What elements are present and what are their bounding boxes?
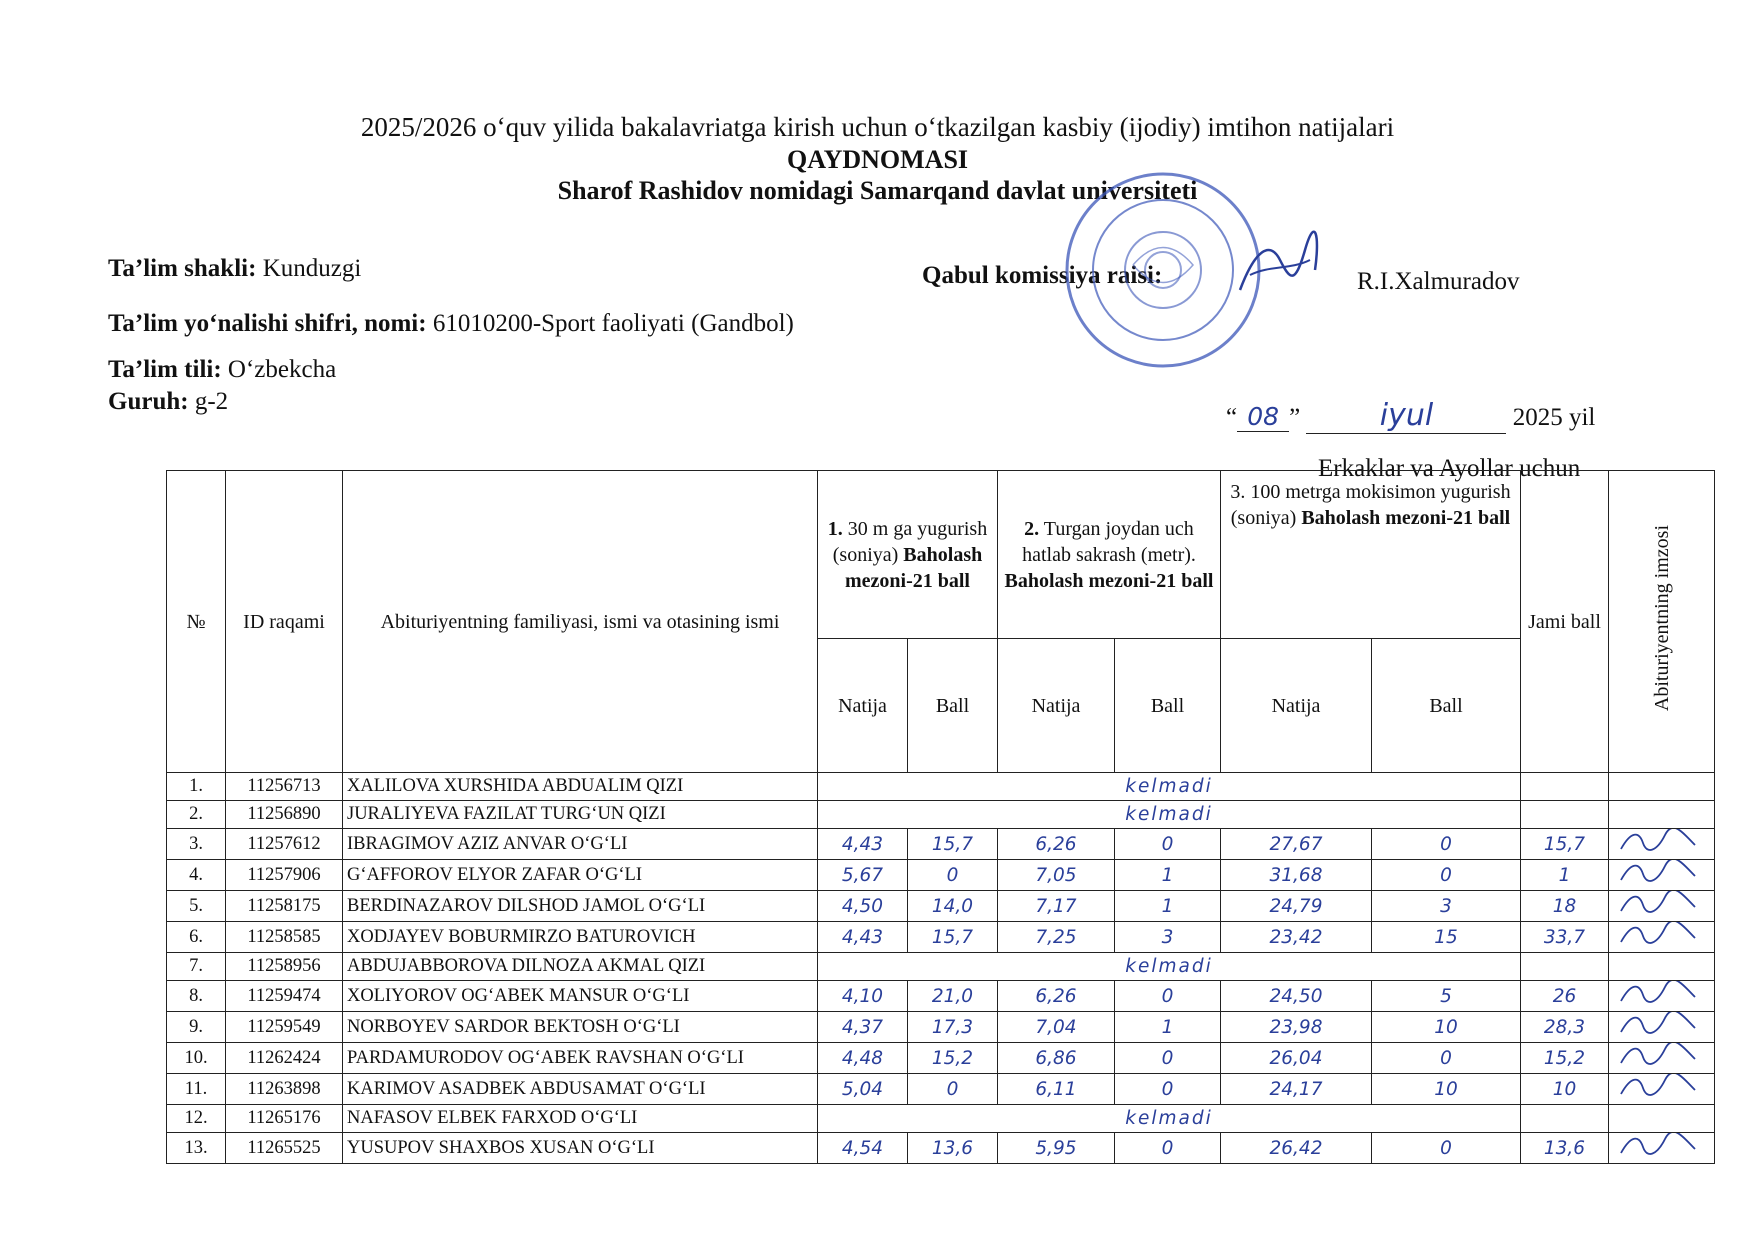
ball-30m: 15,7 <box>908 922 998 953</box>
table-row <box>167 1043 1715 1074</box>
applicant-id: 11265525 <box>226 1133 343 1164</box>
exam-results-table <box>166 470 1715 1164</box>
study-language-value: O‘zbekcha <box>227 356 337 383</box>
ball-shuttle-run: 0 <box>1372 1043 1521 1074</box>
ball-shuttle-run: 10 <box>1372 1074 1521 1105</box>
result-30m: 5,04 <box>818 1074 908 1105</box>
result-shuttle-run: 26,04 <box>1221 1043 1372 1074</box>
ball-30m: 15,2 <box>908 1043 998 1074</box>
study-direction-label: Ta’lim yo‘nalishi shifri, nomi: <box>108 310 427 337</box>
applicant-id: 11265176 <box>226 1105 343 1133</box>
test2-criteria: Baholash mezoni-21 ball <box>1004 569 1214 592</box>
applicant-name: ABDUJABBOROVA DILNOZA AKMAL QIZI <box>343 953 818 981</box>
result-shuttle-run: 23,42 <box>1221 922 1372 953</box>
total-score: 26 <box>1521 981 1609 1012</box>
ball-30m: 15,7 <box>908 829 998 860</box>
applicant-signature <box>1609 1012 1715 1043</box>
study-language <box>108 356 336 384</box>
applicant-name: IBRAGIMOV AZIZ ANVAR O‘G‘LI <box>343 829 818 860</box>
date-open-quote: “ <box>1226 404 1238 431</box>
applicant-id: 11258585 <box>226 922 343 953</box>
test3-criteria: Baholash mezoni-21 ball <box>1301 507 1511 529</box>
row-number: 12. <box>167 1105 226 1133</box>
ball-30m: 13,6 <box>908 1133 998 1164</box>
date-day: 08 <box>1237 402 1289 432</box>
total-score <box>1521 1105 1609 1133</box>
applicant-name: BERDINAZAROV DILSHOD JAMOL O‘G‘LI <box>343 891 818 922</box>
table-row <box>167 891 1715 922</box>
row-number: 8. <box>167 981 226 1012</box>
col-header-test-triple-jump <box>998 471 1221 639</box>
ball-triple-jump: 3 <box>1115 922 1221 953</box>
ball-triple-jump: 0 <box>1115 1074 1221 1105</box>
ball-triple-jump: 0 <box>1115 1043 1221 1074</box>
test1-number: 1. <box>827 517 843 540</box>
table-row <box>167 1012 1715 1043</box>
table-row <box>167 801 1715 829</box>
row-number: 3. <box>167 829 226 860</box>
ball-shuttle-run: 10 <box>1372 1012 1521 1043</box>
applicant-id: 11256713 <box>226 773 343 801</box>
test2-text: Turgan joydan uch hatlab sakrash (metr). <box>1022 517 1196 566</box>
date-close-quote: ” <box>1289 404 1301 431</box>
applicant-signature <box>1609 773 1715 801</box>
row-number: 11. <box>167 1074 226 1105</box>
col-header-name: Abituriyentning familiyasi, ismi va otasining ismi <box>343 471 818 773</box>
test2-number: 2. <box>1024 517 1040 540</box>
table-row <box>167 773 1715 801</box>
subheader-ball-2: Ball <box>1115 639 1221 773</box>
study-form-value: Kunduzgi <box>262 255 362 282</box>
document-title-line: 2025/2026 o‘quv yilida bakalavriatga kirish uchun o‘tkazilgan kasbiy (ijodiy) imtihon natijalari <box>360 112 1395 142</box>
row-number: 10. <box>167 1043 226 1074</box>
table-row <box>167 1133 1715 1164</box>
applicant-name: NORBOYEV SARDOR BEKTOSH O‘G‘LI <box>343 1012 818 1043</box>
applicant-id: 11259549 <box>226 1012 343 1043</box>
result-shuttle-run: 24,79 <box>1221 891 1372 922</box>
col-header-test-shuttle-run <box>1221 471 1521 639</box>
result-30m: 4,43 <box>818 829 908 860</box>
applicant-signature <box>1609 1074 1715 1105</box>
row-number: 13. <box>167 1133 226 1164</box>
table-row <box>167 829 1715 860</box>
subheader-ball-3: Ball <box>1372 639 1521 773</box>
applicant-id: 11258956 <box>226 953 343 981</box>
result-triple-jump: 7,17 <box>998 891 1115 922</box>
col-header-number: № <box>167 471 226 773</box>
applicant-signature <box>1609 1133 1715 1164</box>
total-score: 13,6 <box>1521 1133 1609 1164</box>
absent-note: kelmadi <box>818 953 1521 981</box>
result-shuttle-run: 24,50 <box>1221 981 1372 1012</box>
test1-criteria: Baholash mezoni-21 ball <box>845 543 983 592</box>
col-header-total: Jami ball <box>1521 471 1609 773</box>
ball-triple-jump: 0 <box>1115 981 1221 1012</box>
date-month: iyul <box>1306 398 1506 434</box>
total-score: 15,7 <box>1521 829 1609 860</box>
applicant-signature <box>1609 801 1715 829</box>
result-triple-jump: 7,04 <box>998 1012 1115 1043</box>
table-row <box>167 922 1715 953</box>
total-score: 15,2 <box>1521 1043 1609 1074</box>
ball-30m: 17,3 <box>908 1012 998 1043</box>
ball-triple-jump: 1 <box>1115 891 1221 922</box>
table-row <box>167 981 1715 1012</box>
applicant-id: 11256890 <box>226 801 343 829</box>
result-30m: 4,50 <box>818 891 908 922</box>
applicant-signature <box>1609 1105 1715 1133</box>
applicant-name: YUSUPOV SHAXBOS XUSAN O‘G‘LI <box>343 1133 818 1164</box>
applicant-signature <box>1609 981 1715 1012</box>
result-30m: 5,67 <box>818 860 908 891</box>
study-direction-value: 61010200-Sport faoliyati (Gandbol) <box>432 310 794 337</box>
applicant-name: G‘AFFOROV ELYOR ZAFAR O‘G‘LI <box>343 860 818 891</box>
result-triple-jump: 6,26 <box>998 829 1115 860</box>
absent-note: kelmadi <box>818 801 1521 829</box>
row-number: 2. <box>167 801 226 829</box>
ball-shuttle-run: 0 <box>1372 1133 1521 1164</box>
total-score: 33,7 <box>1521 922 1609 953</box>
applicant-id: 11263898 <box>226 1074 343 1105</box>
absent-note: kelmadi <box>818 1105 1521 1133</box>
ball-shuttle-run: 3 <box>1372 891 1521 922</box>
ball-30m: 0 <box>908 1074 998 1105</box>
applicant-name: XOLIYOROV OG‘ABEK MANSUR O‘G‘LI <box>343 981 818 1012</box>
total-score <box>1521 953 1609 981</box>
applicant-signature <box>1609 922 1715 953</box>
applicant-name: PARDAMURODOV OG‘ABEK RAVSHAN O‘G‘LI <box>343 1043 818 1074</box>
ball-shuttle-run: 0 <box>1372 829 1521 860</box>
table-header-row <box>167 471 1715 639</box>
result-30m: 4,48 <box>818 1043 908 1074</box>
result-30m: 4,37 <box>818 1012 908 1043</box>
chair-signature <box>1235 230 1325 300</box>
subheader-result-3: Natija <box>1221 639 1372 773</box>
applicant-signature <box>1609 860 1715 891</box>
total-score <box>1521 801 1609 829</box>
ball-30m: 0 <box>908 860 998 891</box>
col-header-test-30m <box>818 471 998 639</box>
ball-shuttle-run: 15 <box>1372 922 1521 953</box>
table-body <box>167 773 1715 1164</box>
commission-chair-label: Qabul komissiya raisi: <box>922 262 1163 289</box>
result-30m: 4,43 <box>818 922 908 953</box>
commission-chair-name: R.I.Xalmuradov <box>1357 268 1520 295</box>
applicant-id: 11257906 <box>226 860 343 891</box>
result-shuttle-run: 26,42 <box>1221 1133 1372 1164</box>
ball-triple-jump: 0 <box>1115 1133 1221 1164</box>
applicant-id: 11262424 <box>226 1043 343 1074</box>
result-triple-jump: 6,86 <box>998 1043 1115 1074</box>
subheader-result-1: Natija <box>818 639 908 773</box>
applicant-signature <box>1609 1043 1715 1074</box>
table-row <box>167 860 1715 891</box>
test3-text: 3. 100 metrga mokisimon yugurish (soniya) <box>1230 481 1511 529</box>
row-number: 1. <box>167 773 226 801</box>
applicant-name: XODJAYEV BOBURMIRZO BATUROVICH <box>343 922 818 953</box>
total-score: 10 <box>1521 1074 1609 1105</box>
table-row <box>167 1074 1715 1105</box>
signature-header-label: Abituriyentning imzosi <box>1650 524 1673 712</box>
ball-shuttle-run: 0 <box>1372 860 1521 891</box>
date-year: 2025 yil <box>1512 404 1596 431</box>
applicant-signature <box>1609 891 1715 922</box>
total-score <box>1521 773 1609 801</box>
study-form <box>108 255 361 283</box>
study-form-label: Ta’lim shakli: <box>108 255 257 282</box>
test1-text: 30 m ga yugurish (soniya) <box>832 517 988 566</box>
result-triple-jump: 7,25 <box>998 922 1115 953</box>
study-direction <box>108 310 794 338</box>
result-shuttle-run: 24,17 <box>1221 1074 1372 1105</box>
ball-shuttle-run: 5 <box>1372 981 1521 1012</box>
row-number: 7. <box>167 953 226 981</box>
ball-triple-jump: 1 <box>1115 860 1221 891</box>
applicant-id: 11259474 <box>226 981 343 1012</box>
audience-note: Erkaklar va Ayollar uchun <box>1318 455 1581 482</box>
col-header-id: ID raqami <box>226 471 343 773</box>
result-triple-jump: 6,11 <box>998 1074 1115 1105</box>
result-triple-jump: 5,95 <box>998 1133 1115 1164</box>
result-30m: 4,10 <box>818 981 908 1012</box>
applicant-signature <box>1609 953 1715 981</box>
ball-30m: 14,0 <box>908 891 998 922</box>
applicant-id: 11258175 <box>226 891 343 922</box>
subheader-ball-1: Ball <box>908 639 998 773</box>
row-number: 6. <box>167 922 226 953</box>
document-title: QAYDNOMASI <box>786 145 969 174</box>
row-number: 9. <box>167 1012 226 1043</box>
total-score: 1 <box>1521 860 1609 891</box>
applicant-name: KARIMOV ASADBEK ABDUSAMAT O‘G‘LI <box>343 1074 818 1105</box>
applicant-name: JURALIYEVA FAZILAT TURG‘UN QIZI <box>343 801 818 829</box>
result-shuttle-run: 27,67 <box>1221 829 1372 860</box>
university-name: Sharof Rashidov nomidagi Samarqand davlat universiteti <box>557 176 1198 205</box>
group <box>108 388 228 416</box>
study-language-label: Ta’lim tili: <box>108 356 222 383</box>
row-number: 4. <box>167 860 226 891</box>
university-stamp-seal <box>1063 170 1263 370</box>
absent-note: kelmadi <box>818 773 1521 801</box>
applicant-name: NAFASOV ELBEK FARXOD O‘G‘LI <box>343 1105 818 1133</box>
applicant-name: XALILOVA XURSHIDA ABDUALIM QIZI <box>343 773 818 801</box>
ball-triple-jump: 0 <box>1115 829 1221 860</box>
col-header-signature <box>1609 471 1715 773</box>
group-label: Guruh: <box>108 388 189 415</box>
ball-30m: 21,0 <box>908 981 998 1012</box>
table-row <box>167 1105 1715 1133</box>
result-triple-jump: 6,26 <box>998 981 1115 1012</box>
group-value: g-2 <box>194 388 229 415</box>
table-row <box>167 953 1715 981</box>
result-30m: 4,54 <box>818 1133 908 1164</box>
result-shuttle-run: 23,98 <box>1221 1012 1372 1043</box>
total-score: 18 <box>1521 891 1609 922</box>
total-score: 28,3 <box>1521 1012 1609 1043</box>
result-triple-jump: 7,05 <box>998 860 1115 891</box>
applicant-id: 11257612 <box>226 829 343 860</box>
subheader-result-2: Natija <box>998 639 1115 773</box>
ball-triple-jump: 1 <box>1115 1012 1221 1043</box>
applicant-signature <box>1609 829 1715 860</box>
result-shuttle-run: 31,68 <box>1221 860 1372 891</box>
row-number: 5. <box>167 891 226 922</box>
date-line <box>1226 398 1595 434</box>
